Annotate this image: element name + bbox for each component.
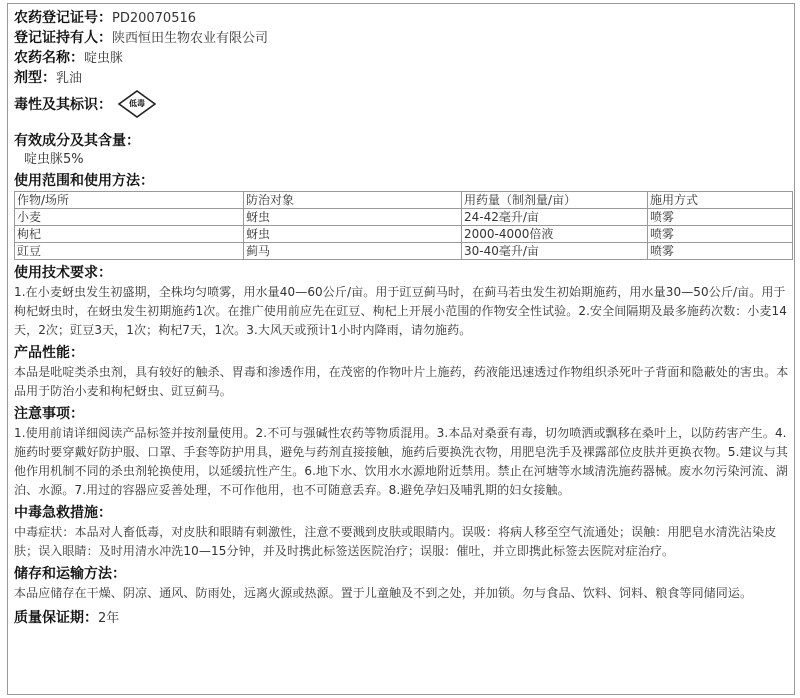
formulation-label: 剂型： <box>14 70 56 86</box>
formulation-row <box>14 67 790 87</box>
cautions-title: 注意事项： <box>14 406 84 422</box>
usage-cell-crop: 枸杞 <box>15 226 244 243</box>
toxicity-row <box>14 89 790 119</box>
registration-label: 农药登记证号： <box>14 10 112 26</box>
holder-label: 登记证持有人： <box>14 30 112 46</box>
cautions-text: 1.使用前请详细阅读产品标签并按剂量使用。2.不可与强碱性农药等物质混用。3.本品对桑蚕有毒，切勿喷洒或飘移在桑叶上，以防药害产生。4.施药时要穿戴好防护服、口罩、手套等防护用具，避免与药剂直接接触，施药后要换洗衣物，用肥皂洗手及裸露部位皮肤并更换衣物。5.建议与其他作用机制不同的杀虫剂轮换使用，以延缓抗性产生。6.地下水、饮用水水源地附近禁用。禁止在河塘等水域清洗施药器械。废水勿污染河流、湖泊、水源。7.用过的容器应妥善处理，不可作他用，也不可随意丢弃。8.避免孕妇及哺乳期的妇女接触。 <box>14 426 788 497</box>
warranty-label: 质量保证期： <box>14 610 98 626</box>
storage-title: 储存和运输方法： <box>14 566 126 582</box>
usage-header-crop: 作物/场所 <box>15 192 244 209</box>
usage-cell-target: 蚜虫 <box>244 209 462 226</box>
ingredient-value: 啶虫脒5% <box>24 152 84 167</box>
usage-cell-crop: 豇豆 <box>15 243 244 260</box>
ingredient-title: 有效成分及其含量： <box>14 133 140 149</box>
pesticide-label-document <box>7 3 795 695</box>
warranty-row <box>14 607 790 627</box>
usage-table-header-row <box>15 192 793 209</box>
storage-text: 本品应储存在干燥、阴凉、通风、防雨处，远离火源或热源。置于儿童触及不到之处，并加锁。勿与食品、饮料、饲料、粮食等同储同运。 <box>14 586 753 600</box>
usage-cell-method: 喷雾 <box>648 209 793 226</box>
usage-cell-method: 喷雾 <box>648 243 793 260</box>
registration-value: PD20070516 <box>112 11 197 26</box>
name-value: 啶虫脒 <box>84 51 124 66</box>
toxicity-diamond-icon <box>118 90 156 118</box>
usage-cell-crop: 小麦 <box>15 209 244 226</box>
firstaid-text: 中毒症状：本品对人畜低毒，对皮肤和眼睛有刺激性，注意不要溅到皮肤或眼睛内。误吸：将病人移至空气流通处；误触：用肥皂水清洗沾染皮肤；误入眼睛：及时用清水冲洗10—15分钟，并及时携此标签送医院治疗；误服：催吐，并立即携此标签去医院对症治疗。 <box>14 525 777 558</box>
toxicity-badge-text: 低毒 <box>129 99 145 108</box>
tech-text: 1.在小麦蚜虫发生初盛期，全株均匀喷雾，用水量40—60公斤/亩。用于豇豆蓟马时，在蓟马若虫发生初始期施药，用水量30—50公斤/亩。用于枸杞蚜虫时，在蚜虫发生初期施药1次。在推广使用前应先在豇豆、枸杞上开展小范围的作物安全性试验。2.安全间隔期及最多施药次数：小麦14天，2次；豇豆3天，1次；枸杞7天，1次。3.大风天或预计1小时内降雨，请勿施药。 <box>14 285 787 337</box>
name-row <box>14 47 790 67</box>
holder-value: 陕西恒田生物农业有限公司 <box>112 31 269 46</box>
toxicity-label: 毒性及其标识： <box>14 97 112 113</box>
performance-text: 本品是吡啶类杀虫剂，具有较好的触杀、胃毒和渗透作用，在茂密的作物叶片上施药，药液能迅速透过作物组织杀死叶子背面和隐蔽处的害虫。本品用于防治小麦和枸杞蚜虫、豇豆蓟马。 <box>14 365 789 398</box>
usage-header-dosage: 用药量（制剂量/亩） <box>462 192 648 209</box>
usage-cell-dosage: 30-40毫升/亩 <box>462 243 648 260</box>
firstaid-title: 中毒急救措施： <box>14 505 112 521</box>
usage-cell-target: 蓟马 <box>244 243 462 260</box>
usage-cell-method: 喷雾 <box>648 226 793 243</box>
name-label: 农药名称： <box>14 50 84 66</box>
table-row <box>15 226 793 243</box>
usage-header-method: 施用方式 <box>648 192 793 209</box>
tech-title: 使用技术要求： <box>14 265 112 281</box>
usage-cell-target: 蚜虫 <box>244 226 462 243</box>
warranty-value: 2年 <box>98 611 120 626</box>
performance-title: 产品性能： <box>14 345 84 361</box>
table-row <box>15 243 793 260</box>
registration-row <box>14 7 790 27</box>
usage-header-target: 防治对象 <box>244 192 462 209</box>
table-row <box>15 209 793 226</box>
usage-title: 使用范围和使用方法： <box>14 173 154 189</box>
usage-table <box>14 191 793 260</box>
formulation-value: 乳油 <box>56 71 83 86</box>
usage-cell-dosage: 2000-4000倍液 <box>462 226 648 243</box>
usage-cell-dosage: 24-42毫升/亩 <box>462 209 648 226</box>
holder-row <box>14 27 790 47</box>
